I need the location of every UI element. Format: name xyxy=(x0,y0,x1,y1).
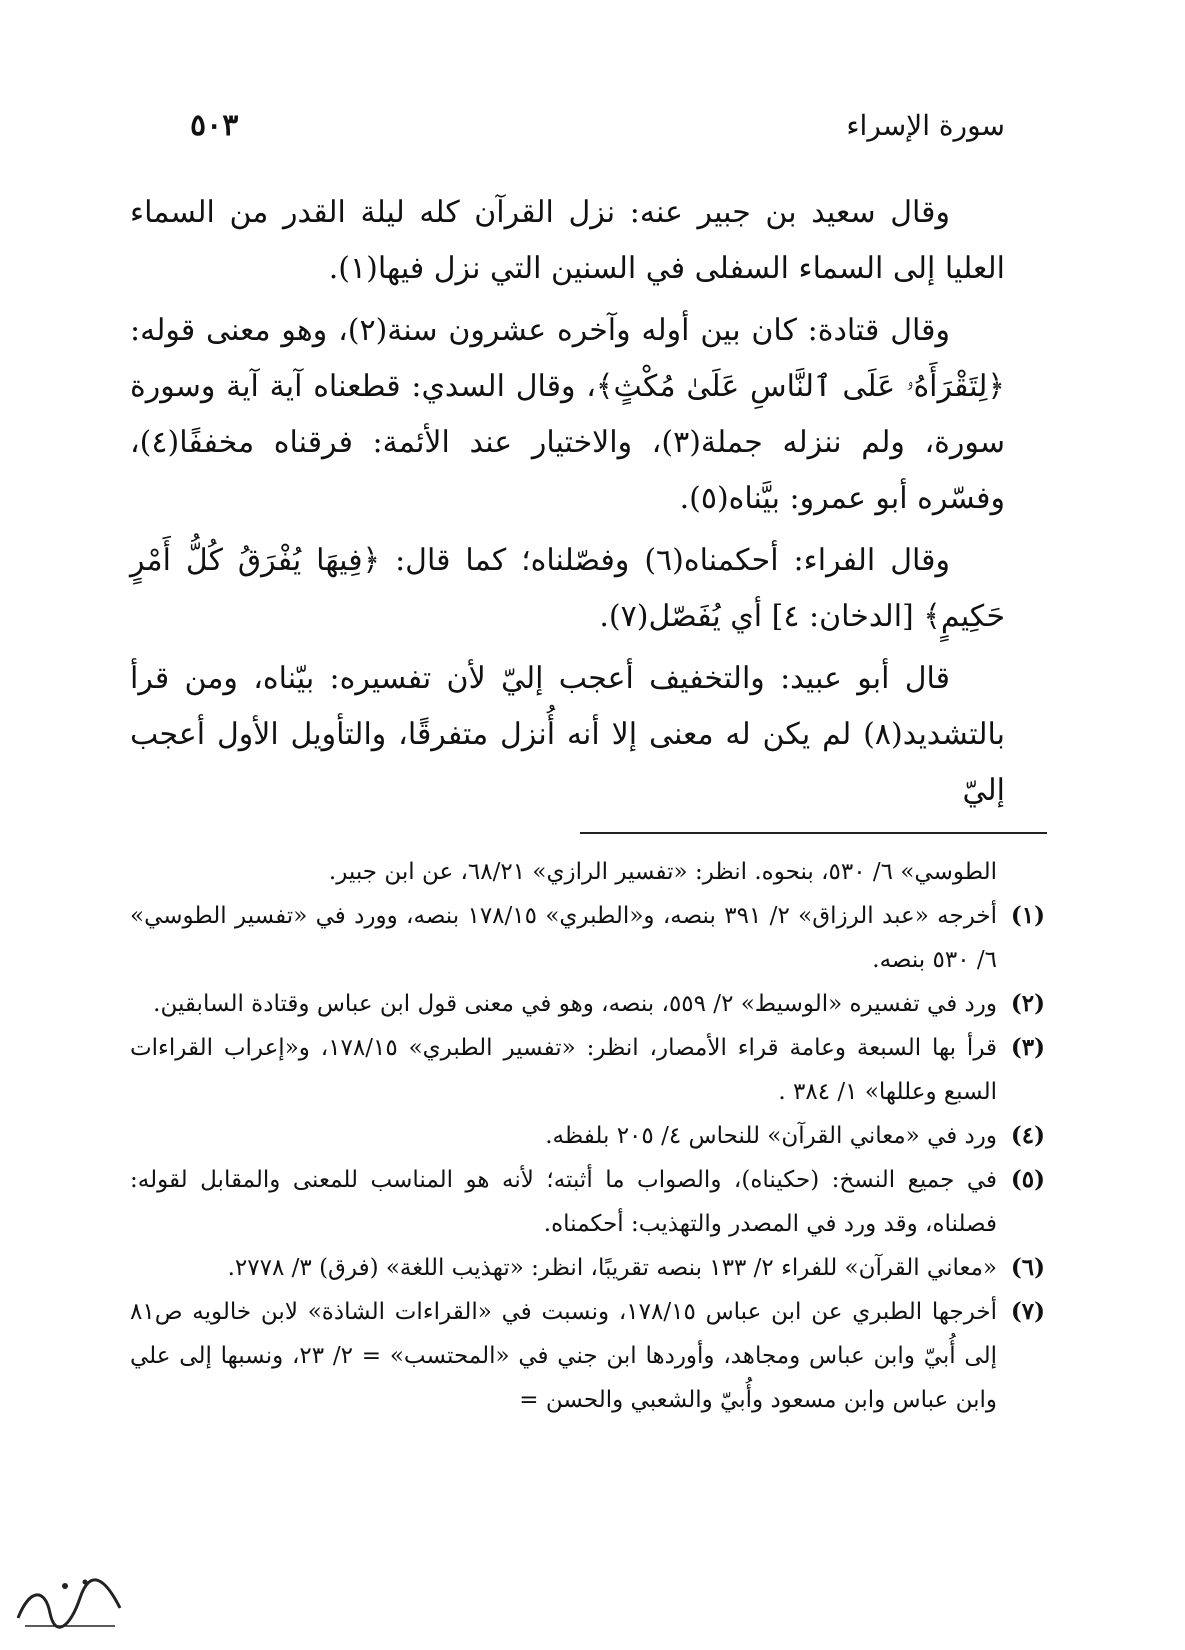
paragraph: وقال سعيد بن جبير عنه: نزل القرآن كله ليلة القدر من السماء العليا إلى السماء السفلى في السنين التي نزل فيها(١). xyxy=(130,195,1005,286)
footnote xyxy=(130,982,1045,1026)
publisher-logo xyxy=(10,1568,130,1638)
footnote-continuation: الطوسي» ٦/ ٥٣٠، بنحوه. انظر: «تفسير الرازي» ٦٨/٢١، عن ابن جبير. xyxy=(328,859,997,885)
footnote-separator xyxy=(580,832,1047,834)
footnotes xyxy=(130,850,1045,1422)
footnote-number: (٢) xyxy=(1010,990,1045,1017)
footnote-text: أخرجها الطبري عن ابن عباس ١٧٨/١٥، ونسبت في «القراءات الشاذة» لابن خالويه ص٨١ إلى أُبيّ وابن عباس ومجاهد، وأوردها ابن جني في «المحتسب» = ٢/ ٢٣، ونسبها إلى علي وابن عباس وابن مسعود وأُبيّ والشعبي والحسن = xyxy=(130,1299,997,1413)
footnote-text: ورد في «معاني القرآن» للنحاس ٤/ ٢٠٥ بلفظه. xyxy=(545,1123,997,1149)
footnote-text: ورد في تفسيره «الوسيط» ٢/ ٥٥٩، بنصه، وهو في معنى قول ابن عباس وقتادة السابقين. xyxy=(153,991,997,1017)
paragraph: وقال الفراء: أحكمناه(٦) وفصّلناه؛ كما قال: ﴿فِيهَا يُفْرَقُ كُلُّ أَمْرٍ حَكِيمٍ﴾ [الدخان: ٤] أي يُفَصّل(٧). xyxy=(130,543,1005,634)
footnote xyxy=(130,1290,1045,1422)
footnote-number: (٥) xyxy=(1010,1166,1045,1193)
page-header xyxy=(190,100,1005,150)
footnote xyxy=(130,1026,1045,1114)
footnote-text: «معاني القرآن» للفراء ٢/ ١٣٣ بنصه تقريبًا، انظر: «تهذيب اللغة» (فرق) ٣/ ٢٧٧٨. xyxy=(227,1255,997,1281)
main-text xyxy=(130,185,1005,825)
footnote xyxy=(130,1114,1045,1158)
page-number: ٥٠٣ xyxy=(190,107,239,143)
footnote-number: (٤) xyxy=(1010,1122,1045,1149)
footnote-text: في جميع النسخ: (حكيناه)، والصواب ما أثبته؛ لأنه هو المناسب للمعنى والمقابل لقوله: فصلناه، وقد ورد في المصدر والتهذيب: أحكمناه. xyxy=(130,1167,997,1237)
footnote-text: قرأ بها السبعة وعامة قراء الأمصار، انظر: «تفسير الطبري» ١٧٨/١٥، و«إعراب القراءات السبع وعللها» ١/ ٣٨٤ . xyxy=(130,1035,998,1105)
running-head: سورة الإسراء xyxy=(846,108,1005,142)
footnote xyxy=(130,1246,1045,1290)
paragraph: وقال قتادة: كان بين أوله وآخره عشرون سنة(٢)، وهو معنى قوله: ﴿لِتَقْرَأَهُۥ عَلَى ٱلنَّاسِ عَلَىٰ مُكْثٍ﴾، وقال السدي: قطعناه آية آية وسورة سورة، ولم ننزله جملة(٣)، والاختيار عند الأئمة: فرقناه مخففًا(٤)، وفسّره أبو عمرو: بيَّناه(٥). xyxy=(130,313,1005,516)
footnote xyxy=(130,1158,1045,1246)
footnote-text: أخرجه «عبد الرزاق» ٢/ ٣٩١ بنصه، و«الطبري» ١٧٨/١٥ بنصه، وورد في «تفسير الطوسي» ٦/ ٥٣٠ بنصه. xyxy=(130,903,998,973)
footnote xyxy=(130,894,1045,982)
footnote-number: (٣) xyxy=(1010,1034,1045,1061)
footnote-number: (١) xyxy=(1010,902,1045,929)
footnote-number: (٦) xyxy=(1010,1254,1045,1281)
paragraph: قال أبو عبيد: والتخفيف أعجب إليّ لأن تفسيره: بيّناه، ومن قرأ بالتشديد(٨) لم يكن له معنى إلا أنه أُنزل متفرقًا، والتأويل الأول أعجب إليّ xyxy=(130,661,1005,808)
footnote-number: (٧) xyxy=(1010,1298,1045,1325)
